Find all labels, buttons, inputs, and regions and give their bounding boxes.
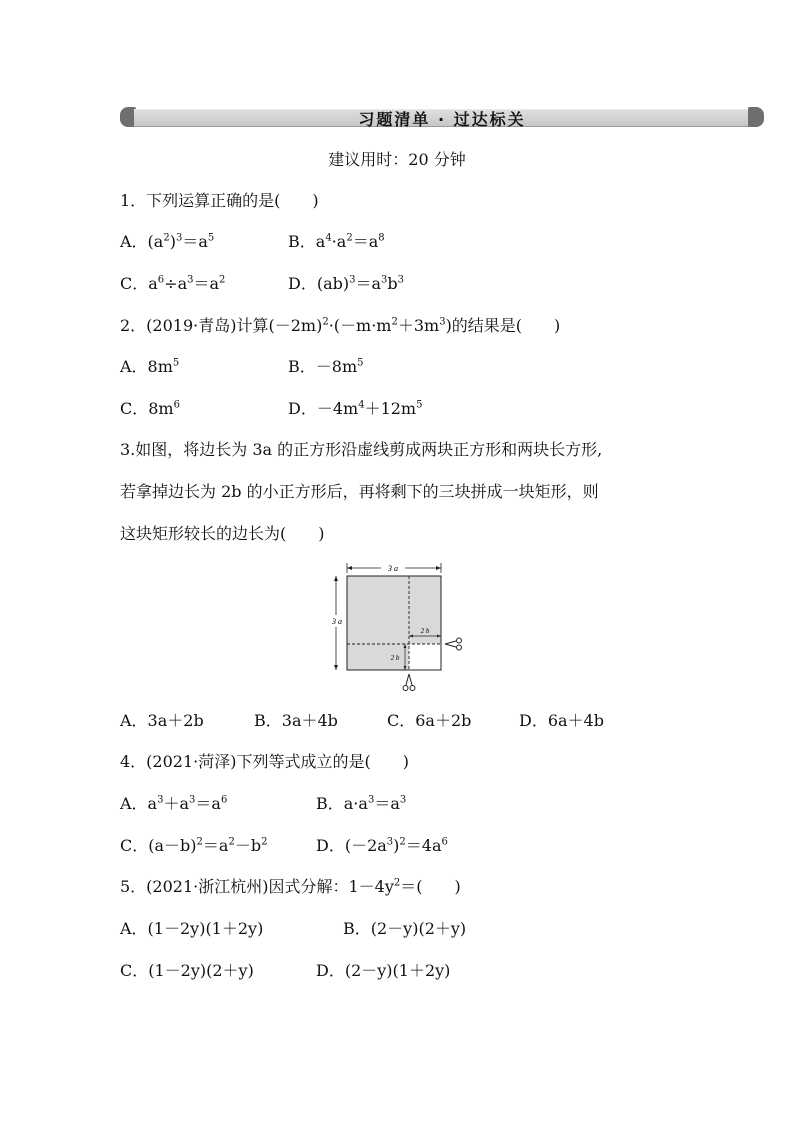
q5-option-b: B．(2－y)(2＋y) (343, 919, 467, 938)
q5-stem: 5．(2021·浙江杭州)因式分解：$1-4y^2=$( ) (120, 877, 461, 896)
q1-option-b: B．$a^4\cdot a^2=a^8$ (288, 232, 385, 251)
q5-option-c: C．(1－2y)(2＋y) (120, 961, 254, 980)
q1-stem: 1．下列运算正确的是( ) (120, 191, 319, 210)
q3-option-a: A．3a＋2b (120, 711, 204, 730)
top-arrow-right (436, 566, 441, 570)
q2-option-c: C．$8m^6$ (120, 399, 180, 418)
q3-option-c: C．6a＋2b (387, 711, 472, 730)
left-dimension-label: 3 a (332, 617, 342, 626)
q3-option-d: D．6a＋4b (519, 711, 604, 730)
q1-option-d: D．$(ab)^3=a^3b^3$ (288, 274, 405, 293)
q3-stem-line3: 这块矩形较长的边长为( ) (120, 524, 325, 543)
q4-stem: 4．(2021·菏泽)下列等式成立的是( ) (120, 752, 409, 771)
q2-option-b: B．$-8m^5$ (288, 357, 364, 376)
q2-option-a: A．$8m^5$ (120, 357, 180, 376)
q4-option-c: C．$(a-b)^2=a^2-b^2$ (120, 836, 268, 855)
q4-option-d: D．$(-2a^3)^2=4a^6$ (316, 836, 448, 855)
q4-option-b: B．$a\cdot a^3=a^3$ (316, 794, 407, 813)
left-arrow-bottom (334, 665, 338, 670)
q2-option-d: D．$-4m^4+12m^5$ (288, 399, 423, 418)
banner-title: 习题清单 · 过达标关 (358, 110, 526, 129)
q1-option-a: A．$(a^2)^3=a^5$ (120, 232, 215, 251)
inner-v-label: 2 b (390, 654, 400, 662)
q5-option-a: A．(1－2y)(1＋2y) (120, 919, 264, 938)
q3-figure (325, 560, 475, 700)
inner-h-label: 2 b (420, 627, 430, 635)
square-cut-diagram (325, 560, 475, 700)
q4-option-a: A．$a^3+a^3=a^6$ (120, 794, 228, 813)
q3-stem-line2: 若拿掉边长为 2b 的小正方形后，再将剩下的三块拼成一块矩形，则 (120, 482, 599, 501)
time-hint: 建议用时：20 分钟 (328, 150, 466, 169)
q1-option-c: C．$a^6\div a^3=a^2$ (120, 274, 226, 293)
scissors-right-icon (445, 638, 462, 650)
top-dimension-label: 3 a (388, 564, 398, 573)
section-banner (120, 104, 764, 130)
top-arrow-left (347, 566, 352, 570)
q3-option-b: B．3a＋4b (254, 711, 338, 730)
small-square (409, 644, 441, 670)
left-arrow-top (334, 576, 338, 581)
q2-stem: 2．(2019·青岛)计算$(-2m)^2\cdot(-m\cdot m^2+3m^3)$的结果是( ) (120, 316, 561, 335)
q5-option-d: D．(2－y)(1＋2y) (316, 961, 451, 980)
scissors-bottom-icon (403, 674, 415, 691)
q3-stem-line1: 3.如图，将边长为 3a 的正方形沿虚线剪成两块正方形和两块长方形, (120, 440, 603, 459)
